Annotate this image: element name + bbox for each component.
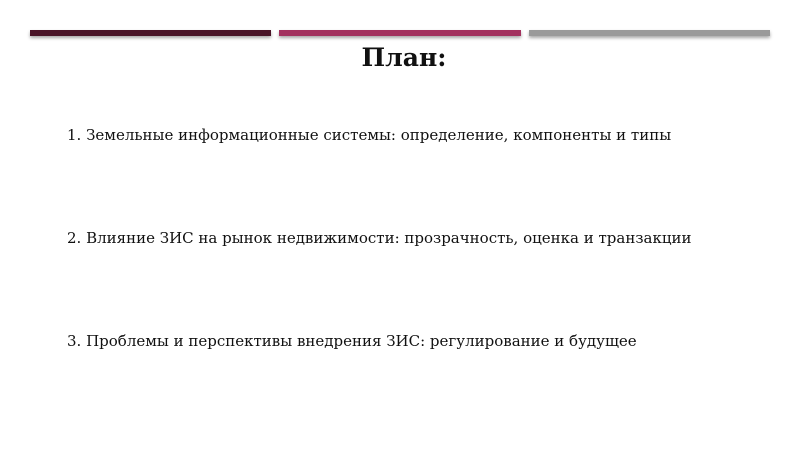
decorative-bar-gray <box>529 30 770 36</box>
slide-title: План: <box>361 43 447 72</box>
agenda-item-2: 2. Влияние ЗИС на рынок недвижимости: прозрачность, оценка и транзакции <box>67 229 692 247</box>
decorative-bar-magenta <box>279 30 521 36</box>
decorative-bars <box>30 30 770 38</box>
agenda-item-1: 1. Земельные информационные системы: определение, компоненты и типы <box>67 126 672 144</box>
agenda-item-3: 3. Проблемы и перспективы внедрения ЗИС: регулирование и будущее <box>67 332 637 350</box>
decorative-bar-dark <box>30 30 271 36</box>
